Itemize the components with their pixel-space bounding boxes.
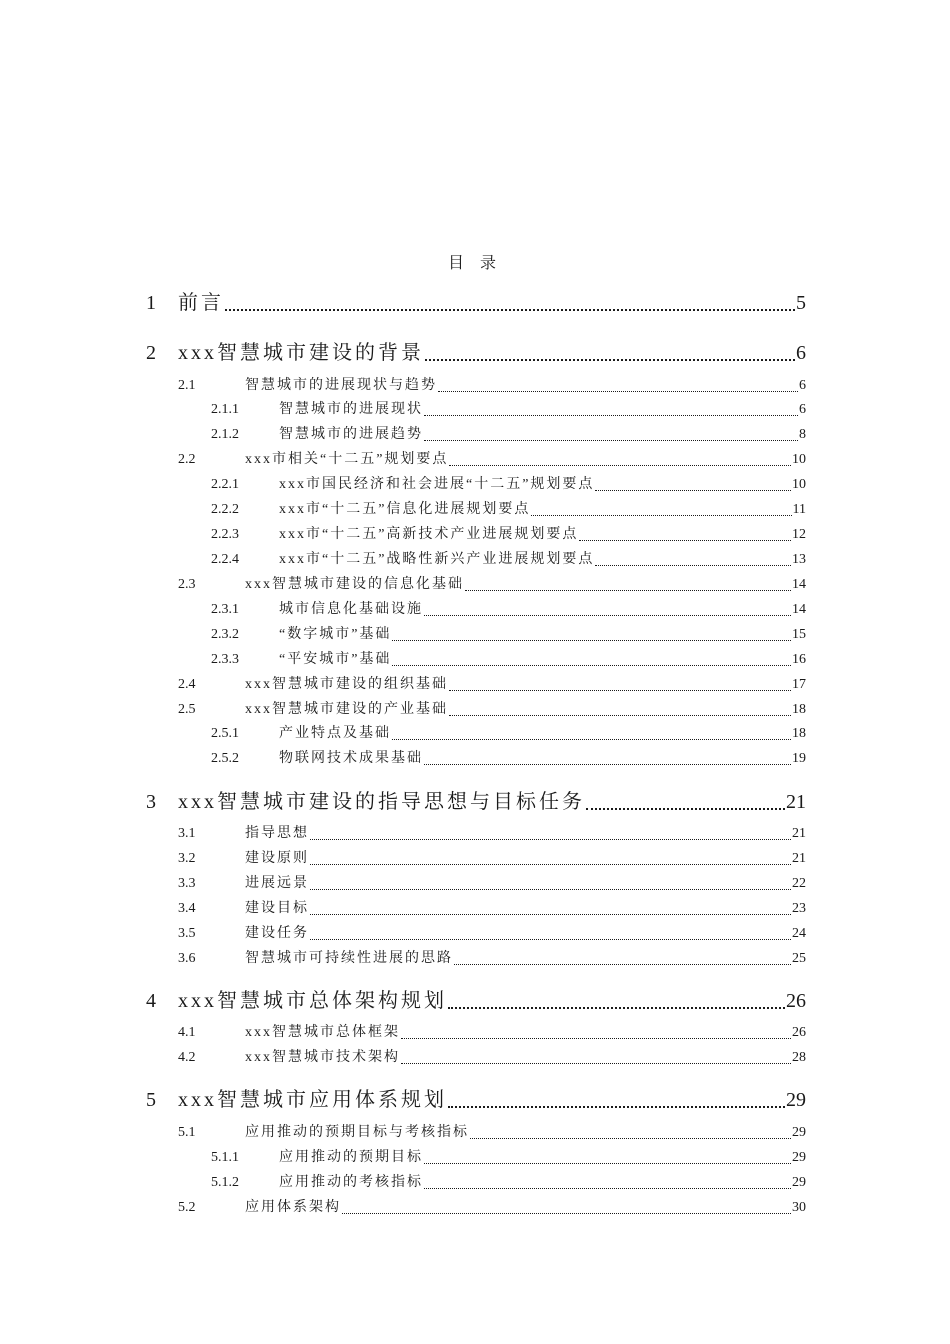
toc-entry-level1[interactable] xyxy=(146,984,806,1014)
toc-entry-number: 2.5.1 xyxy=(211,726,239,741)
toc-entry-level2[interactable] xyxy=(178,897,806,919)
toc-dot-leader xyxy=(392,640,791,641)
toc-entry-level2[interactable] xyxy=(178,1021,806,1043)
toc-entry-level3[interactable] xyxy=(211,1171,806,1193)
toc-dot-leader xyxy=(465,590,791,591)
toc-entry-title: 智慧城市的进展现状 xyxy=(279,402,423,417)
toc-entry-title: 指导思想 xyxy=(245,826,309,841)
toc-dot-leader xyxy=(448,1007,785,1009)
toc-entry-level2[interactable] xyxy=(178,872,806,894)
toc-entry-level2[interactable] xyxy=(178,573,806,595)
toc-dot-leader xyxy=(310,914,791,915)
toc-entry-page: 6 xyxy=(799,378,806,393)
toc-dot-leader xyxy=(595,490,791,491)
toc-entry-number: 2 xyxy=(146,342,156,364)
toc-entry-page: 25 xyxy=(792,951,806,966)
toc-entry-number: 3.3 xyxy=(178,876,196,891)
toc-entry-number: 2.1.2 xyxy=(211,427,239,442)
toc-entry-page: 13 xyxy=(792,552,806,567)
toc-dot-leader xyxy=(310,889,791,890)
toc-entry-number: 2.2 xyxy=(178,452,196,467)
toc-entry-title: 产业特点及基础 xyxy=(279,726,391,741)
toc-entry-level1[interactable] xyxy=(146,1083,806,1113)
toc-entry-number: 4.1 xyxy=(178,1025,196,1040)
toc-entry-page: 8 xyxy=(799,427,806,442)
toc-dot-leader xyxy=(424,764,791,765)
toc-dot-leader xyxy=(424,1188,791,1189)
toc-entry-number: 2.2.1 xyxy=(211,477,239,492)
toc-entry-page: 29 xyxy=(786,1089,806,1111)
toc-entry-number: 5.1.2 xyxy=(211,1175,239,1190)
toc-entry-number: 2.1 xyxy=(178,378,196,393)
toc-dot-leader xyxy=(225,309,795,311)
toc-entry-level2[interactable] xyxy=(178,698,806,720)
toc-entry-level2[interactable] xyxy=(178,1196,806,1218)
toc-entry-page: 17 xyxy=(792,677,806,692)
toc-entry-title: “平安城市”基础 xyxy=(279,652,392,667)
toc-entry-title: xxx智慧城市建设的组织基础 xyxy=(245,677,448,692)
toc-dot-leader xyxy=(424,615,791,616)
toc-entry-page: 26 xyxy=(786,990,806,1012)
toc-entry-title: 智慧城市可持续性进展的思路 xyxy=(245,951,453,966)
toc-entry-number: 2.2.3 xyxy=(211,527,239,542)
toc-entry-number: 2.5 xyxy=(178,702,196,717)
toc-dot-leader xyxy=(448,1106,785,1108)
toc-entry-level2[interactable] xyxy=(178,847,806,869)
toc-dot-leader xyxy=(531,515,791,516)
toc-entry-page: 23 xyxy=(792,901,806,916)
toc-entry-title: 建设原则 xyxy=(245,851,309,866)
toc-entry-number: 3.4 xyxy=(178,901,196,916)
toc-entry-title: xxx市国民经济和社会进展“十二五”规划要点 xyxy=(279,477,595,492)
toc-entry-level2[interactable] xyxy=(178,448,806,470)
toc-entry-number: 2.1.1 xyxy=(211,402,239,417)
toc-entry-level3[interactable] xyxy=(211,398,806,420)
toc-entry-page: 10 xyxy=(792,477,806,492)
toc-entry-title: 前言 xyxy=(178,292,224,314)
toc-entry-page: 19 xyxy=(792,751,806,766)
toc-dot-leader xyxy=(424,440,798,441)
toc-entry-page: 10 xyxy=(792,452,806,467)
toc-entry-page: 21 xyxy=(792,826,806,841)
toc-entry-level1[interactable] xyxy=(146,286,806,316)
toc-entry-title: 应用推动的预期目标与考核指标 xyxy=(245,1125,469,1140)
toc-dot-leader xyxy=(401,1038,791,1039)
toc-entry-level3[interactable] xyxy=(211,1146,806,1168)
toc-entry-title: 应用推动的预期目标 xyxy=(279,1150,423,1165)
toc-entry-number: 5.2 xyxy=(178,1200,196,1215)
toc-entry-title: xxx市“十二五”战略性新兴产业进展规划要点 xyxy=(279,552,595,567)
toc-entry-title: 物联网技术成果基础 xyxy=(279,751,423,766)
toc-entry-level2[interactable] xyxy=(178,1121,806,1143)
toc-entry-title: xxx智慧城市建设的信息化基础 xyxy=(245,577,464,592)
toc-entry-level1[interactable] xyxy=(146,336,806,366)
toc-dot-leader xyxy=(392,739,791,740)
toc-entry-title: xxx智慧城市建设的背景 xyxy=(178,342,424,364)
toc-entry-page: 29 xyxy=(792,1175,806,1190)
toc-entry-level2[interactable] xyxy=(178,1046,806,1068)
toc-dot-leader xyxy=(579,540,791,541)
toc-entry-title: 应用体系架构 xyxy=(245,1200,341,1215)
toc-entry-level2[interactable] xyxy=(178,673,806,695)
toc-dot-leader xyxy=(449,465,791,466)
toc-entry-number: 5.1.1 xyxy=(211,1150,239,1165)
toc-entry-level3[interactable] xyxy=(211,722,806,744)
toc-entry-page: 12 xyxy=(792,527,806,542)
toc-dot-leader xyxy=(449,690,791,691)
toc-dot-leader xyxy=(401,1063,791,1064)
toc-entry-level3[interactable] xyxy=(211,598,806,620)
toc-entry-page: 5 xyxy=(796,292,806,314)
toc-entry-page: 24 xyxy=(792,926,806,941)
toc-entry-page: 6 xyxy=(799,402,806,417)
toc-entry-number: 2.4 xyxy=(178,677,196,692)
toc-entry-title: xxx智慧城市建设的产业基础 xyxy=(245,702,448,717)
toc-dot-leader xyxy=(342,1213,791,1214)
toc-entry-title: xxx智慧城市总体架构规划 xyxy=(178,990,447,1012)
toc-entry-page: 14 xyxy=(792,577,806,592)
toc-entry-number: 3.1 xyxy=(178,826,196,841)
toc-entry-title: 建设目标 xyxy=(245,901,309,916)
toc-dot-leader xyxy=(595,565,791,566)
toc-dot-leader xyxy=(449,715,791,716)
toc-entry-title: xxx智慧城市总体框架 xyxy=(245,1025,400,1040)
toc-entry-level3[interactable] xyxy=(211,473,806,495)
toc-entry-title: 建设任务 xyxy=(245,926,309,941)
toc-entry-title: 智慧城市的进展趋势 xyxy=(279,427,423,442)
toc-entry-number: 5.1 xyxy=(178,1125,196,1140)
toc-entry-page: 30 xyxy=(792,1200,806,1215)
toc-dot-leader xyxy=(424,415,798,416)
toc-entry-level2[interactable] xyxy=(178,822,806,844)
toc-dot-leader xyxy=(470,1138,791,1139)
toc-entry-number: 3.2 xyxy=(178,851,196,866)
toc-entry-number: 2.3 xyxy=(178,577,196,592)
toc-entry-number: 4.2 xyxy=(178,1050,196,1065)
toc-entry-number: 3 xyxy=(146,791,156,813)
toc-entry-page: 15 xyxy=(792,627,806,642)
toc-dot-leader xyxy=(424,1163,791,1164)
toc-entry-title: xxx智慧城市应用体系规划 xyxy=(178,1089,447,1111)
toc-entry-level3[interactable] xyxy=(211,423,806,445)
toc-entry-page: 11 xyxy=(792,502,806,517)
toc-entry-level3[interactable] xyxy=(211,747,806,769)
toc-entry-level3[interactable] xyxy=(211,548,806,570)
toc-entry-title: 智慧城市的进展现状与趋势 xyxy=(245,378,437,393)
toc-entry-number: 3.6 xyxy=(178,951,196,966)
toc-dot-leader xyxy=(310,839,791,840)
toc-entry-page: 18 xyxy=(792,726,806,741)
toc-dot-leader xyxy=(425,359,795,361)
toc-entry-level2[interactable] xyxy=(178,947,806,969)
toc-entry-level3[interactable] xyxy=(211,498,806,520)
toc-entry-page: 18 xyxy=(792,702,806,717)
toc-entry-page: 26 xyxy=(792,1025,806,1040)
toc-entry-title: xxx市“十二五”高新技术产业进展规划要点 xyxy=(279,527,579,542)
toc-entry-number: 2.5.2 xyxy=(211,751,239,766)
toc-entry-number: 3.5 xyxy=(178,926,196,941)
toc-entry-title: xxx智慧城市技术架构 xyxy=(245,1050,400,1065)
toc-entry-level3[interactable] xyxy=(211,648,806,670)
toc-entry-number: 2.3.2 xyxy=(211,627,239,642)
toc-entry-number: 1 xyxy=(146,292,156,314)
toc-entry-level2[interactable] xyxy=(178,922,806,944)
toc-dot-leader xyxy=(310,939,791,940)
toc-entry-page: 16 xyxy=(792,652,806,667)
toc-entry-title: 城市信息化基础设施 xyxy=(279,602,423,617)
toc-entry-number: 2.3.1 xyxy=(211,602,239,617)
toc-title: 目 录 xyxy=(447,255,502,272)
toc-entry-page: 6 xyxy=(796,342,806,364)
toc-entry-page: 29 xyxy=(792,1125,806,1140)
toc-entry-number: 5 xyxy=(146,1089,156,1111)
toc-entry-page: 29 xyxy=(792,1150,806,1165)
toc-entry-number: 4 xyxy=(146,990,156,1012)
toc-entry-level2[interactable] xyxy=(178,374,806,396)
toc-entry-title: xxx智慧城市建设的指导思想与目标任务 xyxy=(178,791,585,813)
toc-dot-leader xyxy=(454,964,791,965)
toc-dot-leader xyxy=(438,391,798,392)
toc-entry-page: 21 xyxy=(792,851,806,866)
toc-entry-title: xxx市相关“十二五”规划要点 xyxy=(245,452,449,467)
toc-dot-leader xyxy=(392,665,791,666)
toc-entry-level1[interactable] xyxy=(146,785,806,815)
toc-entry-page: 28 xyxy=(792,1050,806,1065)
toc-entry-title: 应用推动的考核指标 xyxy=(279,1175,423,1190)
toc-entry-number: 2.2.2 xyxy=(211,502,239,517)
toc-entry-level3[interactable] xyxy=(211,523,806,545)
toc-entry-page: 14 xyxy=(792,602,806,617)
toc-dot-leader xyxy=(586,808,785,810)
toc-entry-number: 2.2.4 xyxy=(211,552,239,567)
toc-entry-level3[interactable] xyxy=(211,623,806,645)
toc-dot-leader xyxy=(310,864,791,865)
toc-entry-title: “数字城市”基础 xyxy=(279,627,392,642)
toc-entry-page: 21 xyxy=(786,791,806,813)
toc-entry-page: 22 xyxy=(792,876,806,891)
toc-entry-number: 2.3.3 xyxy=(211,652,239,667)
toc-entry-title: xxx市“十二五”信息化进展规划要点 xyxy=(279,502,531,517)
toc-entry-title: 进展远景 xyxy=(245,876,309,891)
